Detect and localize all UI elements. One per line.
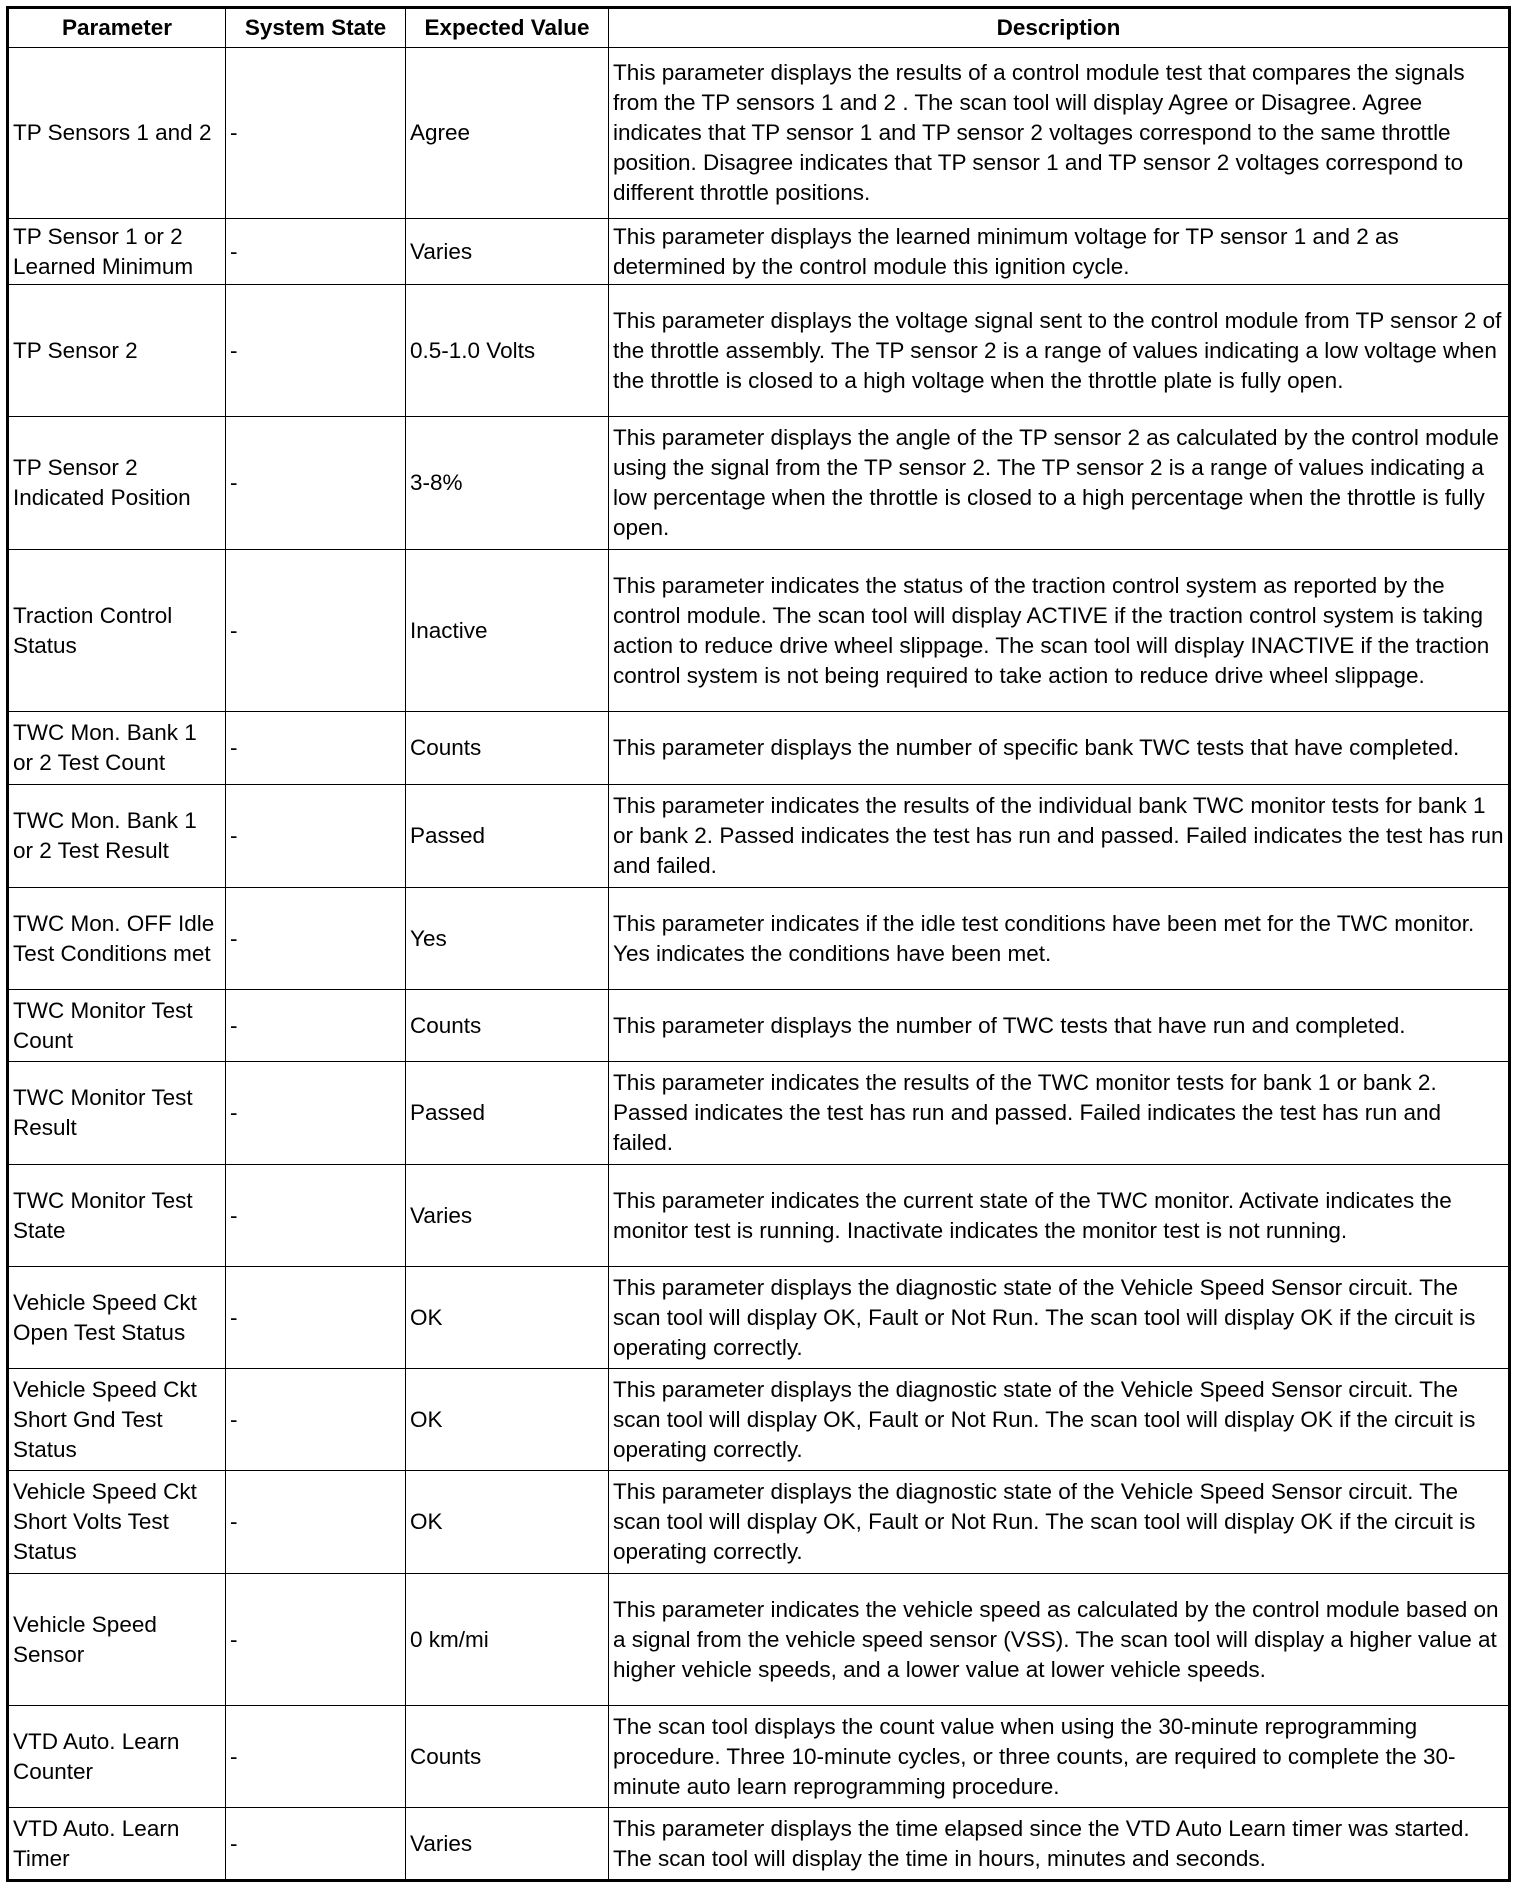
- description-cell: This parameter displays the diagnostic state of the Vehicle Speed Sensor circuit. The scan tool will display OK, Fault or Not Run. The scan tool will display OK if the circuit is operating correctly.: [609, 1471, 1510, 1574]
- expected-value-cell: OK: [406, 1471, 609, 1574]
- table-row: [8, 712, 1510, 785]
- parameter-cell: TWC Monitor Test Result: [8, 1062, 226, 1165]
- expected-value-cell: OK: [406, 1369, 609, 1471]
- parameter-cell: TWC Mon. Bank 1 or 2 Test Result: [8, 785, 226, 888]
- expected-value-cell: OK: [406, 1267, 609, 1369]
- parameter-cell: TP Sensors 1 and 2: [8, 48, 226, 219]
- system-state-cell: -: [226, 285, 406, 417]
- parameter-cell: Traction Control Status: [8, 550, 226, 712]
- expected-value-cell: Passed: [406, 785, 609, 888]
- table-row: [8, 550, 1510, 712]
- header-system-state: System State: [226, 8, 406, 48]
- header-expected-value: Expected Value: [406, 8, 609, 48]
- expected-value-cell: Counts: [406, 712, 609, 785]
- description-cell: This parameter displays the angle of the TP sensor 2 as calculated by the control module using the signal from the TP sensor 2. The TP sensor 2 is a range of values indicating a low percentage when the throttle is closed to a high percentage when the throttle is fully open.: [609, 417, 1510, 550]
- table-row: [8, 888, 1510, 990]
- table-row: [8, 1369, 1510, 1471]
- description-cell: This parameter displays the learned minimum voltage for TP sensor 1 and 2 as determined by the control module this ignition cycle.: [609, 219, 1510, 285]
- description-cell: This parameter indicates the current state of the TWC monitor. Activate indicates the monitor test is running. Inactivate indicates the monitor test is not running.: [609, 1165, 1510, 1267]
- description-cell: This parameter indicates the status of the traction control system as reported by the control module. The scan tool will display ACTIVE if the traction control system is taking action to reduce drive wheel slippage. The scan tool will display INACTIVE if the traction control system is not being required to take action to reduce drive wheel slippage.: [609, 550, 1510, 712]
- system-state-cell: -: [226, 785, 406, 888]
- system-state-cell: -: [226, 1706, 406, 1808]
- expected-value-cell: Yes: [406, 888, 609, 990]
- description-cell: This parameter displays the results of a control module test that compares the signals from the TP sensors 1 and 2 . The scan tool will display Agree or Disagree. Agree indicates that TP sensor 1 and TP sensor 2 voltages correspond to the same throttle position. Disagree indicates that TP sensor 1 and TP sensor 2 voltages correspond to different throttle positions.: [609, 48, 1510, 219]
- parameter-cell: Vehicle Speed Ckt Open Test Status: [8, 1267, 226, 1369]
- table-row: [8, 1165, 1510, 1267]
- parameter-cell: TP Sensor 1 or 2 Learned Minimum: [8, 219, 226, 285]
- description-cell: This parameter displays the number of specific bank TWC tests that have completed.: [609, 712, 1510, 785]
- system-state-cell: -: [226, 1165, 406, 1267]
- system-state-cell: -: [226, 1574, 406, 1706]
- system-state-cell: -: [226, 712, 406, 785]
- table-row: [8, 417, 1510, 550]
- parameter-cell: Vehicle Speed Ckt Short Gnd Test Status: [8, 1369, 226, 1471]
- system-state-cell: -: [226, 417, 406, 550]
- table-row: [8, 219, 1510, 285]
- system-state-cell: -: [226, 1471, 406, 1574]
- parameter-cell: Vehicle Speed Ckt Short Volts Test Status: [8, 1471, 226, 1574]
- system-state-cell: -: [226, 1369, 406, 1471]
- description-cell: This parameter displays the time elapsed since the VTD Auto Learn timer was started. The scan tool will display the time in hours, minutes and seconds.: [609, 1808, 1510, 1881]
- parameter-cell: TWC Mon. OFF Idle Test Conditions met: [8, 888, 226, 990]
- expected-value-cell: Varies: [406, 1165, 609, 1267]
- expected-value-cell: Varies: [406, 1808, 609, 1881]
- parameter-cell: TP Sensor 2: [8, 285, 226, 417]
- parameter-table: [6, 6, 1511, 1882]
- description-cell: This parameter displays the diagnostic state of the Vehicle Speed Sensor circuit. The scan tool will display OK, Fault or Not Run. The scan tool will display OK if the circuit is operating correctly.: [609, 1369, 1510, 1471]
- table-row: [8, 285, 1510, 417]
- description-cell: This parameter displays the voltage signal sent to the control module from TP sensor 2 of the throttle assembly. The TP sensor 2 is a range of values indicating a low voltage when the throttle is closed to a high voltage when the throttle plate is fully open.: [609, 285, 1510, 417]
- table-row: [8, 1706, 1510, 1808]
- description-cell: This parameter indicates the results of the individual bank TWC monitor tests for bank 1 or bank 2. Passed indicates the test has run and passed. Failed indicates the test has run and failed.: [609, 785, 1510, 888]
- system-state-cell: -: [226, 48, 406, 219]
- parameter-cell: TWC Mon. Bank 1 or 2 Test Count: [8, 712, 226, 785]
- system-state-cell: -: [226, 1267, 406, 1369]
- expected-value-cell: 0 km/mi: [406, 1574, 609, 1706]
- parameter-cell: TWC Monitor Test Count: [8, 990, 226, 1062]
- expected-value-cell: Varies: [406, 219, 609, 285]
- parameter-cell: Vehicle Speed Sensor: [8, 1574, 226, 1706]
- expected-value-cell: Counts: [406, 990, 609, 1062]
- table-row: [8, 990, 1510, 1062]
- parameter-cell: TP Sensor 2 Indicated Position: [8, 417, 226, 550]
- parameter-cell: VTD Auto. Learn Counter: [8, 1706, 226, 1808]
- expected-value-cell: Agree: [406, 48, 609, 219]
- system-state-cell: -: [226, 990, 406, 1062]
- header-description: Description: [609, 8, 1510, 48]
- description-cell: The scan tool displays the count value when using the 30-minute reprogramming procedure. Three 10-minute cycles, or three counts, are required to complete the 30-minute auto learn reprogramming procedure.: [609, 1706, 1510, 1808]
- parameter-cell: TWC Monitor Test State: [8, 1165, 226, 1267]
- expected-value-cell: Passed: [406, 1062, 609, 1165]
- system-state-cell: -: [226, 888, 406, 990]
- table-row: [8, 48, 1510, 219]
- header-parameter: Parameter: [8, 8, 226, 48]
- expected-value-cell: 3-8%: [406, 417, 609, 550]
- description-cell: This parameter indicates the vehicle speed as calculated by the control module based on a signal from the vehicle speed sensor (VSS). The scan tool will display a higher value at higher vehicle speeds, and a lower value at lower vehicle speeds.: [609, 1574, 1510, 1706]
- description-cell: This parameter displays the diagnostic state of the Vehicle Speed Sensor circuit. The scan tool will display OK, Fault or Not Run. The scan tool will display OK if the circuit is operating correctly.: [609, 1267, 1510, 1369]
- description-cell: This parameter indicates the results of the TWC monitor tests for bank 1 or bank 2. Passed indicates the test has run and passed. Failed indicates the test has run and failed.: [609, 1062, 1510, 1165]
- system-state-cell: -: [226, 1808, 406, 1881]
- expected-value-cell: 0.5-1.0 Volts: [406, 285, 609, 417]
- expected-value-cell: Counts: [406, 1706, 609, 1808]
- expected-value-cell: Inactive: [406, 550, 609, 712]
- header-row: [8, 8, 1510, 48]
- table-row: [8, 1808, 1510, 1881]
- table-row: [8, 1267, 1510, 1369]
- table-row: [8, 785, 1510, 888]
- system-state-cell: -: [226, 1062, 406, 1165]
- system-state-cell: -: [226, 550, 406, 712]
- system-state-cell: -: [226, 219, 406, 285]
- table-row: [8, 1471, 1510, 1574]
- description-cell: This parameter indicates if the idle test conditions have been met for the TWC monitor. Yes indicates the conditions have been met.: [609, 888, 1510, 990]
- parameter-cell: VTD Auto. Learn Timer: [8, 1808, 226, 1881]
- table-row: [8, 1062, 1510, 1165]
- description-cell: This parameter displays the number of TWC tests that have run and completed.: [609, 990, 1510, 1062]
- table-row: [8, 1574, 1510, 1706]
